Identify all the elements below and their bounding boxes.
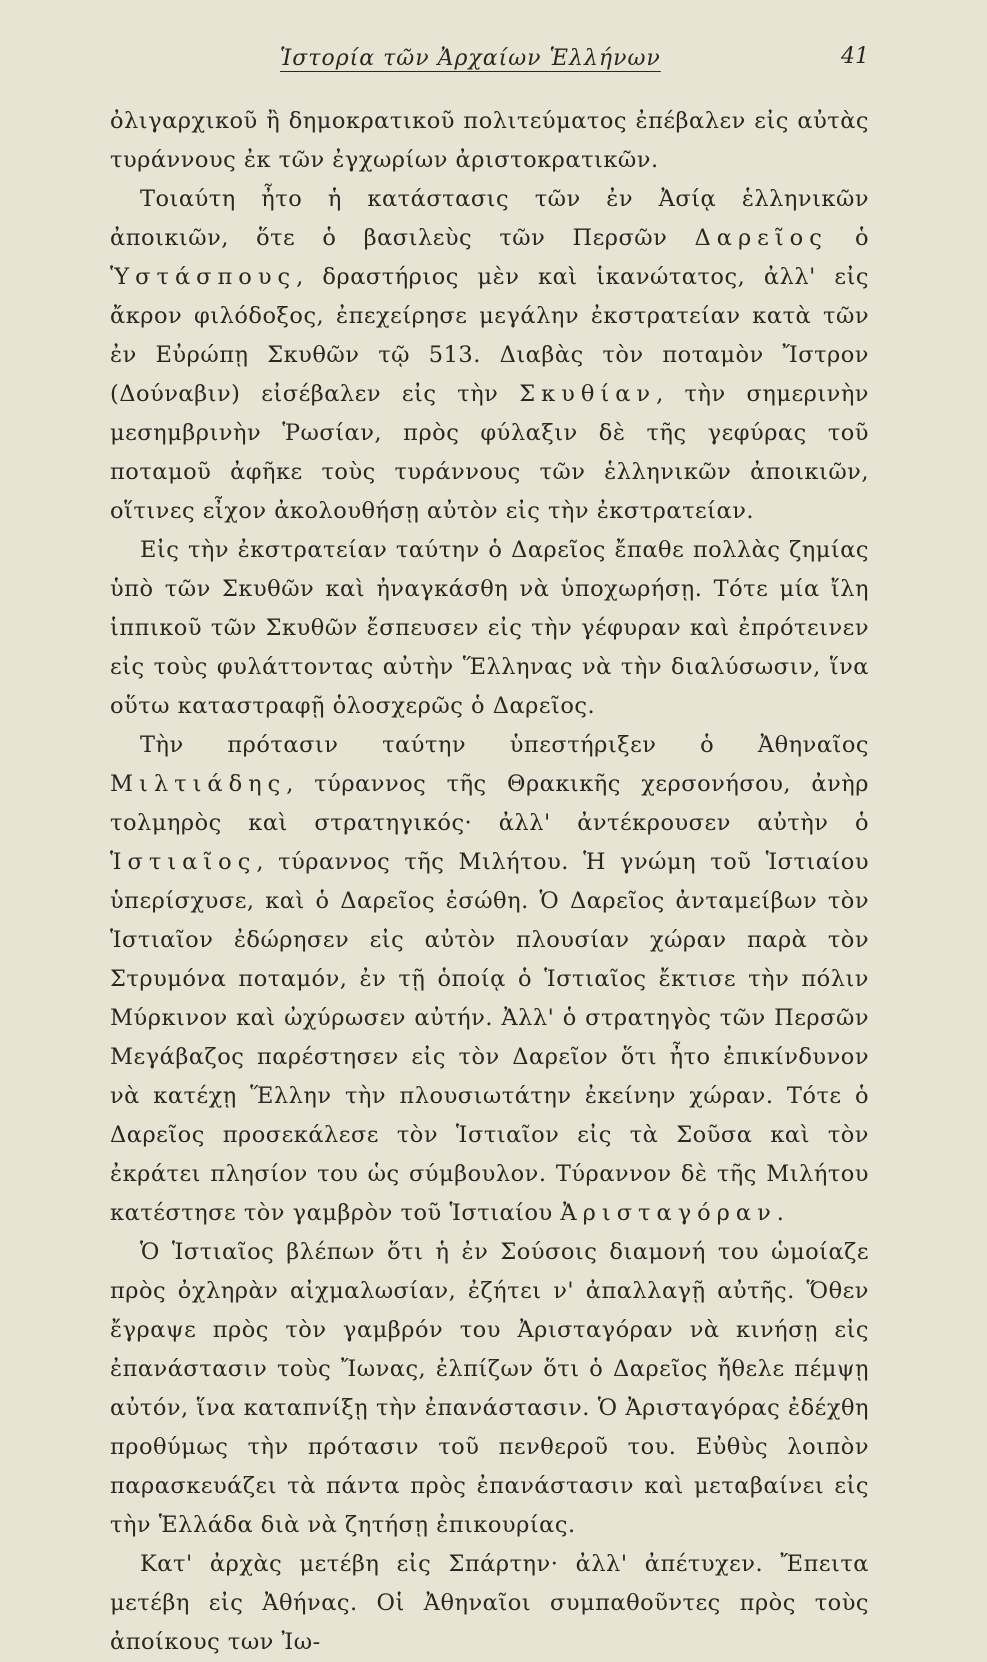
- page-header: [110, 44, 869, 84]
- paragraph-4: [110, 726, 869, 1233]
- paragraph-1: [110, 102, 869, 180]
- paragraph-1-text: ὀλιγαρχικοῦ ἢ δημοκρατικοῦ πολιτεύματος ἐπέβαλεν εἰς αὐτὰς τυράννους ἐκ τῶν ἐγχωρίων ἀριστοκρατικῶν.: [110, 108, 869, 173]
- paragraph-2-text-a: Τοιαύτη ἦτο ἡ κατάστασις τῶν ἐν Ἀσίᾳ ἑλληνικῶν ἀποικιῶν, ὅτε ὁ βασιλεὺς τῶν Περσῶν: [110, 186, 869, 251]
- paragraph-2-text-c: , δραστήριος μὲν καὶ ἱκανώτατος, ἀλλ' εἰς ἄκρον φιλόδοξος, ἐπεχείρησε μεγάλην ἐκστρατείαν κατὰ τῶν ἐν Εὐρώπῃ Σκυθῶν τῷ 513. Διαβὰς τὸν ποταμὸν Ἴστρον (Δούναβιν) εἰσέβαλεν εἰς τὴν: [110, 264, 869, 407]
- paragraph-6-text: Κατ' ἀρχὰς μετέβη εἰς Σπάρτην· ἀλλ' ἀπέτυχεν. Ἔπειτα μετέβη εἰς Ἀθήνας. Οἱ Ἀθηναῖοι συμπαθοῦντες πρὸς τοὺς ἀποίκους των Ἰω-: [110, 1551, 869, 1655]
- paragraph-2-text-b: ὁ: [827, 225, 869, 251]
- paragraph-3: [110, 531, 869, 726]
- paragraph-6: [110, 1545, 869, 1662]
- paragraph-3-text: Εἰς τὴν ἐκστρατείαν ταύτην ὁ Δαρεῖος ἔπαθε πολλὰς ζημίας ὑπὸ τῶν Σκυθῶν καὶ ἠναγκάσθη νὰ ὑποχωρήσῃ. Τότε μία ἴλη ἱππικοῦ τῶν Σκυθῶν ἔσπευσεν εἰς τὴν γέφυραν καὶ ἐπρότεινεν εἰς τοὺς φυλάττοντας αὐτὴν Ἕλληνας νὰ τὴν διαλύσωσιν, ἵνα οὕτω καταστραφῇ ὁλοσχερῶς ὁ Δαρεῖος.: [110, 537, 869, 719]
- name-aristagoras: Ἀρισταγόραν: [560, 1200, 777, 1226]
- name-skythia: Σκυθίαν: [519, 381, 657, 407]
- paragraph-4-text-b: , τύραννος τῆς Θρακικῆς χερσονήσου, ἀνὴρ τολμηρὸς καὶ στρατηγικός· ἀλλ' ἀντέκρουσεν αὐτὴν ὁ: [110, 771, 869, 836]
- name-miltiades: Μιλτιάδης: [110, 771, 287, 797]
- name-dareios: Δαρεῖος: [694, 225, 828, 251]
- paragraph-5-text: Ὁ Ἱστιαῖος βλέπων ὅτι ἡ ἐν Σούσοις διαμονή του ὡμοίαζε πρὸς ὀχληρὰν αἰχμαλωσίαν, ἐζήτει ν' ἀπαλλαγῇ αὐτῆς. Ὅθεν ἔγραψε πρὸς τὸν γαμβρόν του Ἀρισταγόραν νὰ κινήσῃ εἰς ἐπανάστασιν τοὺς Ἴωνας, ἐλπίζων ὅτι ὁ Δαρεῖος ἤθελε πέμψῃ αὐτόν, ἵνα καταπνίξῃ τὴν ἐπανάστασιν. Ὁ Ἀρισταγόρας ἐδέχθη προθύμως τὴν πρότασιν τοῦ πενθεροῦ του. Εὐθὺς λοιπὸν παρασκευάζει τὰ πάντα πρὸς ἐπανάστασιν καὶ μεταβαίνει εἰς τὴν Ἑλλάδα διὰ νὰ ζητήσῃ ἐπικουρίας.: [110, 1239, 869, 1538]
- name-hystaspous: Ὑστάσπους: [110, 264, 297, 290]
- paragraph-2: [110, 180, 869, 531]
- running-title: Ἱστορία τῶν Ἀρχαίων Ἑλλήνων: [280, 46, 661, 71]
- paragraph-2-text-d: , τὴν σημερινὴν μεσημβρινὴν Ῥωσίαν, πρὸς φύλαξιν δὲ τῆς γεφύρας τοῦ ποταμοῦ ἀφῆκε τοὺς τυράννους τῶν ἑλληνικῶν ἀποικιῶν, οἵτινες εἶχον ἀκολουθήσῃ αὐτὸν εἰς τὴν ἐκστρατείαν.: [110, 381, 869, 524]
- body-text: [110, 102, 869, 1662]
- paragraph-4-text-c: , τύραννος τῆς Μιλήτου. Ἡ γνώμη τοῦ Ἱστιαίου ὑπερίσχυσε, καὶ ὁ Δαρεῖος ἐσώθη. Ὁ Δαρεῖος ἀνταμείβων τὸν Ἱστιαῖον ἐδώρησεν εἰς αὐτὸν πλουσίαν χώραν παρὰ τὸν Στρυμόνα ποταμόν, ἐν τῇ ὁποίᾳ ὁ Ἱστιαῖος ἔκτισε τὴν πόλιν Μύρκινον καὶ ὠχύρωσεν αὐτήν. Ἀλλ' ὁ στρατηγὸς τῶν Περσῶν Μεγάβαζος παρέστησεν εἰς τὸν Δαρεῖον ὅτι ἦτο ἐπικίνδυνον νὰ κατέχῃ Ἕλλην τὴν πλουσιωτάτην ἐκείνην χώραν. Τότε ὁ Δαρεῖος προσεκάλεσε τὸν Ἱστιαῖον εἰς τὰ Σοῦσα καὶ τὸν ἐκράτει πλησίον του ὡς σύμβουλον. Τύραννον δὲ τῆς Μιλήτου κατέστησε τὸν γαμβρὸν τοῦ Ἱστιαίου: [110, 849, 869, 1226]
- paragraph-4-text-a: Τὴν πρότασιν ταύτην ὑπεστήριξεν ὁ Ἀθηναῖος: [140, 732, 869, 758]
- page-number: 41: [841, 44, 869, 69]
- name-histiaios: Ἱστιαῖος: [110, 849, 257, 875]
- paragraph-5: [110, 1233, 869, 1545]
- paragraph-4-text-d: .: [776, 1200, 785, 1226]
